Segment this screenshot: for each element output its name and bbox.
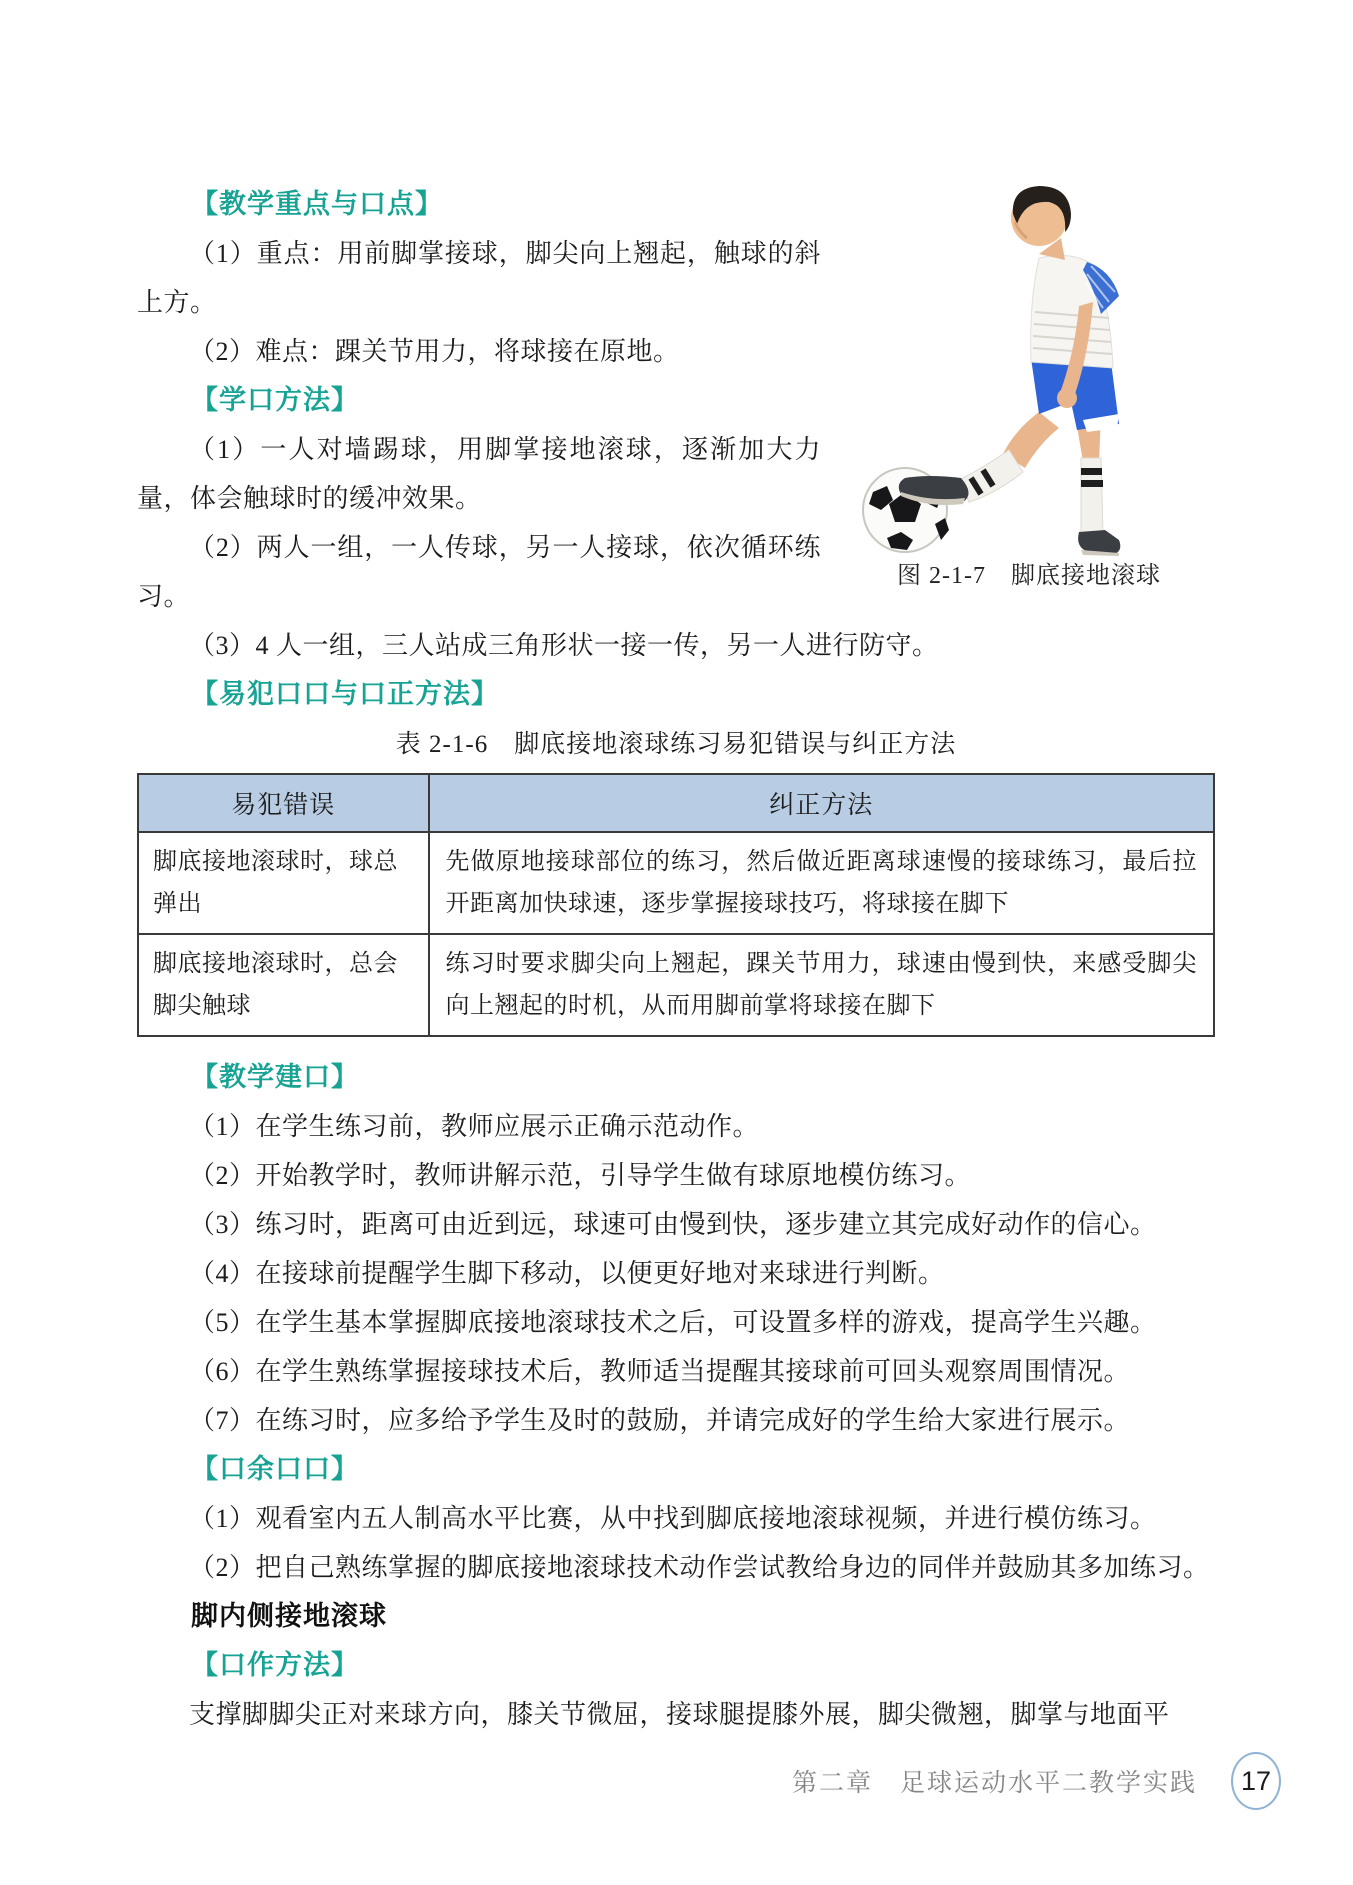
player-photo <box>843 162 1215 558</box>
table-title: 表 2-1-6 脚底接地滚球练习易犯错误与纠正方法 <box>395 731 957 758</box>
table-cell-error-1: 脚底接地滚球时，球总弹出 <box>138 832 429 934</box>
table-cell-correction-1: 先做原地接球部位的练习，然后做近距离球速慢的接球练习，最后拉开距离加快球速，逐步掌握接球技巧，将球接在脚下 <box>429 832 1214 934</box>
player-standing-leg <box>1075 414 1120 556</box>
paragraph-key-point-2: （2）难点：踝关节用力，将球接在原地。 <box>189 337 680 366</box>
section-header-homework: 【口余口口】 <box>191 1454 359 1484</box>
advice-item-2: （2）开始教学时，教师讲解示范，引导学生做有球原地模仿练习。 <box>189 1161 972 1190</box>
advice-item-4: （4）在接球前提醒学生脚下移动，以便更好地对来球进行判断。 <box>189 1259 945 1288</box>
homework-item-1: （1）观看室内五人制高水平比赛，从中找到脚底接地滚球视频，并进行模仿练习。 <box>189 1504 1157 1533</box>
player-head <box>1011 186 1071 260</box>
paragraph-learn-3: （3）4 人一组，三人站成三角形状一接一传，另一人进行防守。 <box>189 631 939 660</box>
table-cell-error-2: 脚底接地滚球时，总会脚尖触球 <box>138 934 429 1036</box>
advice-item-1: （1）在学生练习前，教师应展示正确示范动作。 <box>189 1112 760 1141</box>
footer-chapter-title: 第二章 足球运动水平二教学实践 <box>791 1769 1197 1797</box>
paragraph-key-point-1: （1）重点：用前脚掌接球，脚尖向上翘起，触球的斜上方。 <box>137 239 821 317</box>
table-row <box>138 934 1214 1036</box>
subheading-inside-foot: 脚内侧接地滚球 <box>191 1601 387 1631</box>
table-cell-correction-2: 练习时要求脚尖向上翘起，踝关节用力，球速由慢到快，来感受脚尖向上翘起的时机，从而用脚前掌将球接在脚下 <box>429 934 1214 1036</box>
homework-item-2: （2）把自己熟练掌握的脚底接地滚球技术动作尝试教给身边的同伴并鼓励其多加练习。 <box>189 1553 1210 1582</box>
advice-item-5: （5）在学生基本掌握脚底接地滚球技术之后，可设置多样的游戏，提高学生兴趣。 <box>189 1308 1157 1337</box>
figure-caption: 图 2-1-7 脚底接地滚球 <box>897 563 1161 589</box>
section-header-errors: 【易犯口口与口正方法】 <box>191 679 499 709</box>
table-header-row <box>138 774 1214 832</box>
section-header-key-points: 【教学重点与口点】 <box>191 189 443 219</box>
player-ball-leg <box>899 412 1059 505</box>
section-header-action-method: 【口作方法】 <box>191 1650 359 1680</box>
advice-item-7: （7）在练习时，应多给予学生及时的鼓励，并请完成好的学生给大家进行展示。 <box>189 1406 1131 1435</box>
page-footer <box>0 1752 1353 1810</box>
page-number-badge: 17 <box>1231 1752 1281 1810</box>
table-col-header-correction: 纠正方法 <box>429 774 1214 832</box>
figure-2-1-7 <box>843 162 1215 594</box>
table-row <box>138 832 1214 934</box>
section-header-teach-advice: 【教学建口】 <box>191 1062 359 1092</box>
advice-item-3: （3）练习时，距离可由近到远，球速可由慢到快，逐步建立其完成好动作的信心。 <box>189 1210 1157 1239</box>
paragraph-action-method: 支撑脚脚尖正对来球方向，膝关节微屈，接球腿提膝外展，脚尖微翘，脚掌与地面平 <box>189 1700 1170 1729</box>
advice-item-6: （6）在学生熟练掌握接球技术后，教师适当提醒其接球前可回头观察周围情况。 <box>189 1357 1131 1386</box>
paragraph-learn-2: （2）两人一组，一人传球，另一人接球，依次循环练习。 <box>137 533 821 611</box>
section-header-learn-method: 【学口方法】 <box>191 385 359 415</box>
paragraph-learn-1: （1）一人对墙踢球，用脚掌接地滚球，逐渐加大力量，体会触球时的缓冲效果。 <box>137 435 821 513</box>
table-col-header-error: 易犯错误 <box>138 774 429 832</box>
error-correction-table <box>137 773 1215 1037</box>
